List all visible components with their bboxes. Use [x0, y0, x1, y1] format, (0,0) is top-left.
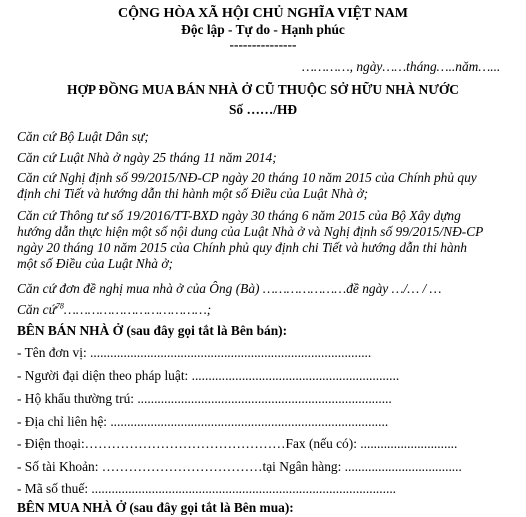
basis-circular-line-2: hướng dẫn thực hiện một số nội dung của Luật Nhà ở và Nghị định số 99/2015/NĐ-CP: [17, 224, 484, 239]
buyer-heading: BÊN MUA NHÀ Ở (sau đây gọi tắt là Bên mua):: [17, 500, 294, 515]
national-motto: Độc lập - Tự do - Hạnh phúc: [181, 22, 345, 37]
basis-decree-line-2: định chi Tiết và hướng dẫn thi hành một số Điều của Luật Nhà ở;: [17, 186, 369, 201]
basis-decree-line-1: Căn cứ Nghị định số 99/2015/NĐ-CP ngày 20 tháng 10 năm 2015 của Chính phủ quy: [17, 170, 477, 185]
basis-other-blank: ………………………………;: [63, 302, 212, 317]
seller-permanent-residence: - Hộ khẩu thường trú: ............................................................................: [17, 391, 392, 406]
seller-legal-representative: - Người đại diện theo pháp luật: ..............................................................: [17, 368, 400, 383]
seller-tax-code: - Mã số thuế: ...........................................................................................: [17, 481, 397, 496]
seller-phone-fax: - Điện thoại:………………………………………Fax (nếu có): .............................: [17, 436, 458, 451]
country-name: CỘNG HÒA XÃ HỘI CHỦ NGHĨA VIỆT NAM: [117, 6, 408, 21]
seller-contact-address: - Địa chỉ liên hệ: ...................................................................................: [17, 414, 389, 429]
seller-heading: BÊN BÁN NHÀ Ở (sau đây gọi tắt là Bên bán):: [17, 323, 288, 338]
footnote-marker: 78: [55, 301, 64, 311]
basis-other-prefix: Căn cứ: [17, 302, 56, 317]
basis-circular-line-3: ngày 20 tháng 10 năm 2015 của Chính phủ quy định chi Tiết và hướng dẫn thi hành: [17, 240, 467, 255]
place-date-line: …………, ngày……tháng…..năm…...: [302, 59, 501, 74]
contract-number: Số ……/HĐ: [228, 102, 298, 117]
basis-civil-code: Căn cứ Bộ Luật Dân sự;: [17, 129, 149, 144]
basis-other: [17, 302, 211, 318]
basis-circular-line-4: một số Điều của Luật Nhà ở;: [17, 256, 173, 271]
seller-bank-account: - Số tài Khoản: ………………………………tại Ngân hàng: ...................................: [17, 459, 462, 474]
basis-circular-line-1: Căn cứ Thông tư số 19/2016/TT-BXD ngày 30 tháng 6 năm 2015 của Bộ Xây dựng: [17, 208, 461, 223]
basis-purchase-request: Căn cứ đơn đề nghị mua nhà ở của Ông (Bà) …………………đề ngày …/… / …: [17, 281, 442, 296]
seller-unit-name: - Tên đơn vị: ....................................................................................: [17, 345, 372, 360]
contract-title: HỢP ĐỒNG MUA BÁN NHÀ Ở CŨ THUỘC SỞ HỮU NHÀ NƯỚC: [67, 82, 459, 97]
header-rule: ---------------: [229, 37, 297, 52]
basis-housing-law: Căn cứ Luật Nhà ở ngày 25 tháng 11 năm 2014;: [17, 150, 277, 165]
